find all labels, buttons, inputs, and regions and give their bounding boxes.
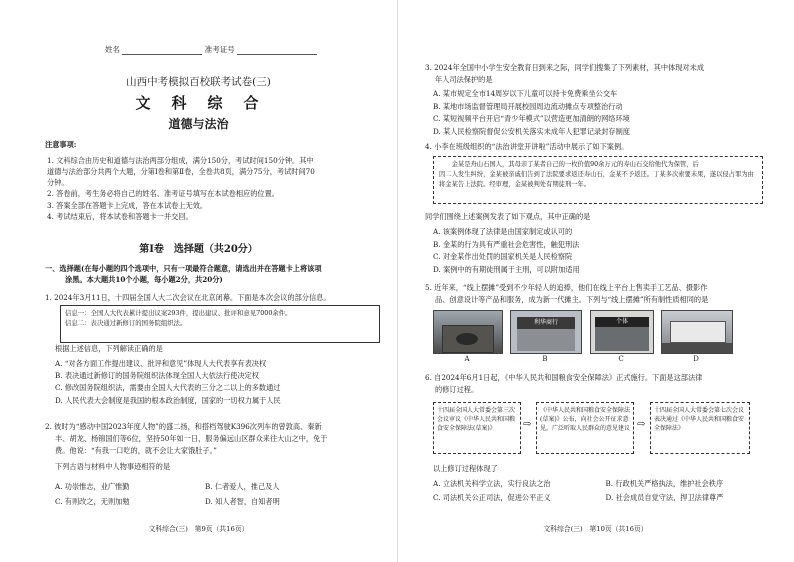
note-line: 分钟。 [47,178,69,188]
q5-stem-line: 品、创意设计等产品和服务，成为新一代摊主。下列与“线上摆摊”所有制性质相同的是 [435,294,709,304]
q3-stem [425,62,775,86]
q1-option-b[interactable]: B. 表决通过新修订的国务院组织法体现全国人大依法行使决定权 [55,371,259,381]
q3-stem-line: 3. 2024年全国中小学生安全教育日到来之际，同学们搜集了下列素材，其中体现对未成 [425,63,705,72]
section-intro [45,264,375,286]
q1-options [55,358,281,407]
subject-title: 文 科 综 合 [135,94,262,112]
gate-shape [456,333,478,345]
ground-shape [662,343,732,353]
q2-stem [45,421,380,458]
page-footer: 文科综合(三) 第10页（共16页） [543,525,648,533]
q5-caption-b: B [542,355,548,363]
q2-option-c[interactable]: C. 有则改之，无则加勉 [55,497,130,507]
sign-board-shape [670,321,726,343]
q6-flow-step-3: 十四届全国人大常委会第七次会议表决通过《中华人民共和国粮食安全保障法》 [650,402,750,454]
ticket-label: 准考证号 [204,45,235,54]
q4-option-d[interactable]: D. 案例中的有期徒刑属于主刑，可以附加适用 [433,264,580,274]
note-line: 4. 考试结束后，将本试卷和答题卡一并交回。 [47,211,193,221]
q1-info2: 信息二：表决通过新修订的国务院组织法。 [65,319,187,328]
q6-option-b[interactable]: B. 行政机关严格执法，维护社会秩序 [605,479,724,488]
q3-options [433,88,630,138]
q1-option-c[interactable]: C. 修改国务院组织法，需要由全国人大代表的三分之二以上的多数通过 [55,383,281,393]
q6-stem-line: 6. 自2024年6月1日起，《中华人民共和国粮食安全保障法》正式施行。下面是这部法律 [425,373,703,382]
note-line: 道德与法治部分共两个大题，分第Ⅰ卷和第Ⅱ卷，全卷共8页，满分75分，考试时间70 [47,167,315,177]
q6-option-d[interactable]: D. 社会成员自觉守法，捍卫法律尊严 [605,493,724,503]
q4-stem: 4. 小李在班级组织的“法治讲堂开讲啦”活动中展示了如下案例。 [425,142,629,151]
q2-stem-line: 丰、胡龙、杨锦国们等6位，坚持50年如一日，服务偏远山区群众来往大山之中，免于 [55,434,328,444]
q2-lead: 下列古语与材料中人物事迹相符的是 [55,462,171,471]
name-label: 姓名 [105,45,120,54]
q5-caption-c: C [618,355,624,363]
q5-caption-d: D [693,355,699,363]
note-line: 2. 答卷前，考生务必将自己的姓名、准考证号填写在本试卷相应的位置。 [47,189,279,199]
q2-stem-line: 费。他说：“有我一口吃的，就不会让大家饿肚子。” [55,446,217,456]
q6-flow-step-2: 《中华人民共和国粮食安全保障法(草案)》公布，向社会公开征求意见，广泛听取人民群众的意见建议 [536,402,634,454]
arrow-right-icon: ⇨ [637,419,646,430]
exam-title: 山西中考模拟百校联考试卷(三) [126,76,271,88]
q1-option-d[interactable]: D. 人民代表大会制度是我国的根本政治制度，国家的一切权力属于人民 [55,395,281,405]
part-title: 道德与法治 [168,117,229,131]
q1-info1: 信息一：全国人大代表累计提出议案293件，提出建议、批评和意见7000余件。 [65,309,292,317]
q6-option-c[interactable]: C. 司法机关公正司法，促进公平正义 [433,493,551,503]
q5-photo-b[interactable] [510,310,582,354]
notes-list [47,155,372,222]
q1-stem: 1. 2024年3月11日，十四届全国人大二次会议在北京闭幕。下面是本次会议的部分信息。 [45,293,331,302]
section-intro-line: 一、选择题(在每小题的四个选项中，只有一项最符合题意，请选出并在答题卡上将该项 [45,264,322,273]
q4-options [433,226,580,276]
name-blank[interactable] [122,46,202,55]
q4-option-b[interactable]: B. 金某的行为具有严重社会危害性，触犯刑法 [433,239,580,249]
q5-caption-a: A [464,355,470,363]
q4-option-c[interactable]: C. 对金某作出处罚的国家机关是人民检察院 [433,252,573,262]
exam-header [105,45,317,55]
q4-option-a[interactable]: A. 该案例体现了法律是由国家制定或认可的 [433,227,573,236]
q2-option-b[interactable]: B. 仁者爱人，推己及人 [205,482,280,491]
q6-stem-line: 的修订过程。 [435,384,479,394]
q6-stem [425,372,780,396]
q1-info-box [60,305,380,343]
q6-option-a[interactable]: A. 立法机关科学立法，实行良法之治 [433,479,551,488]
q3-option-d[interactable]: D. 某人民检察院督促公安机关落实未成年人犯罪记录封存制度 [433,126,630,136]
storefront-shape [595,327,649,351]
q1-option-a[interactable]: A. “对各方面工作提出建议、批评和意见”体现人大代表享有表决权 [55,359,267,368]
q2-options [55,479,355,509]
ticket-blank[interactable] [237,46,317,55]
q5-stem-line: 5. 近年来，“线上摆摊”受到不少年轻人的追捧，他们在线上平台上售卖手工艺品、摄影作 [425,283,708,292]
q2-option-a[interactable]: A. 功崇惟志，业广惟勤 [55,482,130,491]
q5-photo-d[interactable] [661,310,733,354]
q2-stem-line: 2. 彼时为“感动中国2023年度人物”的盛二扬，和搭档驾驶K396次列车的曾敦高、秦新 [45,422,322,431]
q4-case-line: 因二人发生纠纷，金某被亲戚们告到了法院要求返还寿山石，金某不予返还。丁某多次索要未果，遂以侵占罪为由 [439,170,754,178]
q4-case-box [433,156,763,204]
q6-flow-step-1: 十四届全国人大常委会第三次会议审议《中华人民共和国粮食安全保障法(草案)》 [433,402,521,454]
q6-options [433,477,778,506]
arrow-right-icon: ⇨ [523,419,532,430]
q5-photo-c[interactable] [590,310,654,354]
right-page [397,0,794,562]
q3-option-a[interactable]: A. 某市规定全市14周岁以下儿童可以持卡免费乘坐公交车 [433,89,618,98]
q6-lead: 以上修订过程体现了 [433,464,498,473]
q3-option-b[interactable]: B. 某地市场监督管理局开展校园周边流动摊点专项整治行动 [433,101,623,111]
notes-title: 注意事项: [45,140,77,149]
q1-lead: 根据上述信息，下列解读正确的是 [55,344,163,353]
shopfront-shape [517,329,575,351]
q4-case-line: 金某是舟山石国人，其母亲了某者自己的一枚价值90余万元的寿山石交给他代为保管，后 [439,161,699,168]
note-line: 3. 答案全部在答题卡上完成，答在本试卷上无效。 [47,200,208,210]
q3-stem-line: 年人司法保护的是 [435,74,493,84]
q3-option-c[interactable]: C. 某短视频平台开启“青少年模式”以营造更加清朗的网络环境 [433,114,630,124]
note-line: 1. 文科综合由历史和道德与法治两部分组成，满分150分，考试时间150分钟。其中 [47,156,314,165]
q4-case-line: 将金某告上法院。经审理，金某被判处有期徒刑一年。 [439,180,591,188]
q2-option-d[interactable]: D. 知人者智，自知者明 [205,497,280,507]
page-footer: 文科综合(三) 第9页（共16页） [148,525,249,533]
store-sign: 个体 [595,317,649,327]
q4-lead: 同学们围绕上述案例发表了如下观点，其中正确的是 [425,212,591,221]
q5-stem [425,282,780,306]
section-intro-line: 涂黑。本大题共10个小题，每小题2分，共20分) [65,274,223,284]
shop-sign: 利华商行 [517,317,575,329]
section-title: 第Ⅰ卷 选择题（共20分） [139,244,258,255]
q5-photo-a[interactable] [433,310,503,354]
